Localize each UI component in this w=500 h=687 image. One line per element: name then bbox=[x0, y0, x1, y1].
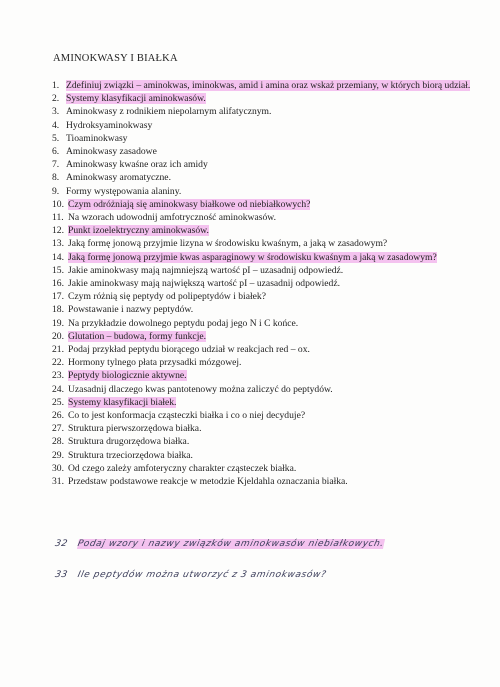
question-text: Punkt izoelektryczny aminokwasów. bbox=[68, 225, 209, 237]
question-list bbox=[52, 79, 472, 488]
question-item bbox=[52, 264, 472, 277]
question-number: 27. bbox=[52, 423, 64, 435]
question-text: Czym różnią się peptydy od polipeptydów i białek? bbox=[68, 291, 266, 303]
question-number: 21. bbox=[52, 344, 64, 356]
question-item bbox=[52, 449, 472, 462]
handwritten-text: Ile peptydów można utworzyć z 3 aminokwasów? bbox=[76, 570, 328, 580]
question-item bbox=[52, 369, 472, 382]
question-item bbox=[52, 237, 472, 250]
handwritten-note bbox=[54, 539, 385, 549]
question-text: Aminokwasy kwaśne oraz ich amidy bbox=[66, 159, 208, 171]
question-item bbox=[52, 435, 472, 448]
question-item bbox=[52, 396, 472, 409]
question-text: Jakie aminokwasy mają najmniejszą wartość pI – uzasadnij odpowiedź. bbox=[68, 264, 344, 276]
question-text: Aminokwasy zasadowe bbox=[66, 146, 157, 158]
handwritten-text: Podaj wzory i nazwy związków aminokwasów niebiałkowych. bbox=[76, 539, 385, 549]
question-number: 8. bbox=[52, 172, 60, 184]
question-text: Systemy klasyfikacji białek. bbox=[68, 396, 177, 408]
question-text: Podaj przykład peptydu biorącego udział w reakcjach red – ox. bbox=[68, 344, 310, 356]
question-item bbox=[52, 251, 472, 264]
question-text: Jaką formę jonową przyjmie kwas asparaginowy w środowisku kwaśnym a jaką w zasadowym? bbox=[68, 251, 437, 263]
question-number: 20. bbox=[52, 330, 64, 342]
question-item bbox=[52, 422, 472, 435]
question-number: 5. bbox=[52, 132, 60, 144]
question-text: Na przykładzie dowolnego peptydu podaj jego N i C końce. bbox=[68, 317, 299, 329]
question-item bbox=[52, 79, 472, 92]
question-number: 9. bbox=[52, 185, 60, 197]
question-text: Aminokwasy z rodnikiem niepolarnym alifatycznym. bbox=[66, 106, 272, 118]
handwritten-number: 32 bbox=[53, 539, 69, 549]
question-item bbox=[52, 462, 472, 475]
question-number: 15. bbox=[52, 264, 64, 276]
question-item bbox=[52, 290, 472, 303]
question-item bbox=[52, 409, 472, 422]
question-text: Co to jest konformacja cząsteczki białka i co o niej decyduje? bbox=[68, 410, 306, 422]
question-number: 31. bbox=[52, 476, 64, 488]
question-text: Jaką formę jonową przyjmie lizyna w środowisku kwaśnym, a jaką w zasadowym? bbox=[68, 238, 388, 250]
question-number: 18. bbox=[52, 304, 64, 316]
question-text: Hydroksyaminokwasy bbox=[66, 119, 153, 131]
question-item bbox=[52, 356, 472, 369]
question-number: 28. bbox=[52, 436, 64, 448]
question-number: 24. bbox=[52, 383, 64, 395]
question-number: 1. bbox=[52, 80, 60, 91]
question-text: Hormony tylnego płata przysadki mózgowej. bbox=[68, 357, 242, 369]
question-number: 30. bbox=[52, 462, 64, 474]
question-number: 26. bbox=[52, 410, 64, 422]
handwritten-number: 33 bbox=[53, 570, 69, 580]
question-text: Przedstaw podstawowe reakcje w metodzie Kjeldahla oznaczania białka. bbox=[68, 476, 348, 488]
question-text: Uzasadnij dlaczego kwas pantotenowy można zaliczyć do peptydów. bbox=[68, 383, 333, 395]
question-text: Aminokwasy aromatyczne. bbox=[66, 172, 171, 184]
question-text: Od czego zależy amfoteryczny charakter cząsteczek białka. bbox=[68, 462, 297, 474]
question-number: 4. bbox=[52, 119, 60, 131]
question-item bbox=[52, 277, 472, 290]
question-number: 22. bbox=[52, 357, 64, 369]
question-number: 16. bbox=[52, 278, 64, 290]
question-number: 14. bbox=[52, 251, 64, 263]
question-number: 10. bbox=[52, 198, 64, 210]
question-number: 23. bbox=[52, 370, 64, 382]
question-item bbox=[52, 171, 472, 184]
question-item bbox=[52, 158, 472, 171]
question-number: 12. bbox=[52, 225, 64, 237]
question-text: Struktura drugorzędowa białka. bbox=[68, 436, 190, 448]
question-number: 2. bbox=[52, 93, 60, 105]
question-text: Struktura pierwszorzędowa białka. bbox=[68, 423, 202, 435]
question-item bbox=[52, 475, 472, 488]
question-item bbox=[52, 330, 472, 343]
question-text: Struktura trzeciorzędowa białka. bbox=[68, 449, 193, 461]
question-text: Jakie aminokwasy mają największą wartość pI – uzasadnij odpowiedź. bbox=[68, 278, 341, 290]
question-text: Czym odróżniają się aminokwasy białkowe od niebiałkowych? bbox=[68, 198, 311, 210]
question-text: Na wzorach udowodnij amfotryczność aminokwasów. bbox=[68, 212, 276, 224]
question-text: Peptydy biologicznie aktywne. bbox=[68, 370, 187, 382]
question-text: Zdefiniuj związki – aminokwas, iminokwas, amid i amina oraz wskaż przemiany, w których biorą udział. bbox=[66, 80, 471, 91]
question-item bbox=[52, 224, 472, 237]
question-text: Systemy klasyfikacji aminokwasów. bbox=[66, 93, 206, 105]
question-text: Formy występowania alaniny. bbox=[66, 185, 182, 197]
question-text: Glutation – budowa, formy funkcje. bbox=[68, 330, 207, 342]
question-item bbox=[52, 383, 472, 396]
question-item bbox=[52, 105, 472, 118]
document-title: AMINOKWASY I BIAŁKA bbox=[53, 53, 178, 64]
question-item bbox=[52, 145, 472, 158]
question-number: 13. bbox=[52, 238, 64, 250]
question-number: 19. bbox=[52, 317, 64, 329]
question-item bbox=[52, 132, 472, 145]
question-number: 7. bbox=[52, 159, 60, 171]
question-number: 17. bbox=[52, 291, 64, 303]
question-number: 29. bbox=[52, 449, 64, 461]
question-number: 25. bbox=[52, 396, 64, 408]
question-item bbox=[52, 198, 472, 211]
question-item bbox=[52, 185, 472, 198]
question-text: Powstawanie i nazwy peptydów. bbox=[68, 304, 194, 316]
question-text: Tioaminokwasy bbox=[66, 132, 128, 144]
question-item bbox=[52, 303, 472, 316]
question-item bbox=[52, 317, 472, 330]
handwritten-note bbox=[54, 570, 327, 580]
question-item bbox=[52, 92, 472, 105]
question-number: 6. bbox=[52, 146, 60, 158]
question-number: 3. bbox=[52, 106, 60, 118]
question-item bbox=[52, 119, 472, 132]
question-item bbox=[52, 211, 472, 224]
question-item bbox=[52, 343, 472, 356]
question-number: 11. bbox=[52, 212, 64, 224]
